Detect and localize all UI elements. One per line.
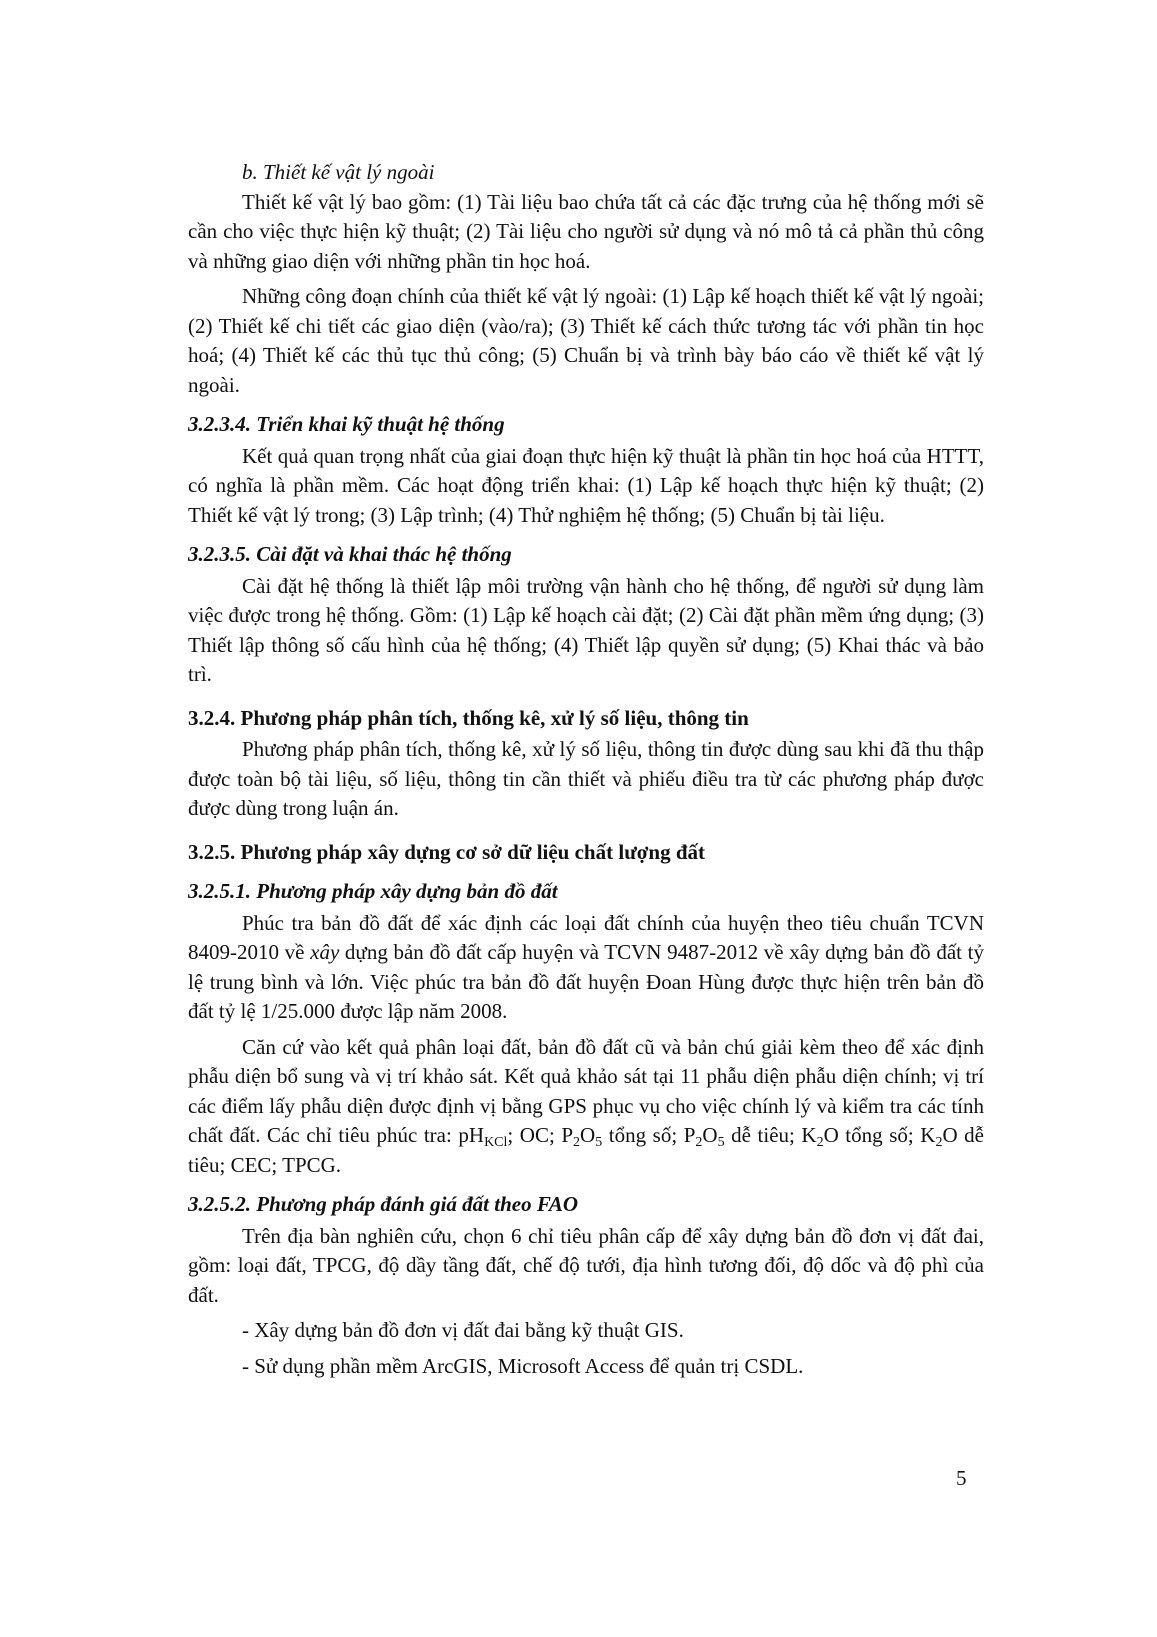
text-run: O bbox=[702, 1123, 718, 1147]
italic-text-run: xây bbox=[310, 940, 340, 964]
text-run: Phúc tra bản đồ đất để xác định các loại đất chính của huyện theo tiêu chuẩn TCVN 8409-2010 về bbox=[188, 910, 984, 964]
heading-3-2-5-1: 3.2.5.1. Phương pháp xây dựng bản đồ đất bbox=[188, 879, 558, 903]
paragraph: Kết quả quan trọng nhất của giai đoạn thực hiện kỹ thuật là phần tin học hoá của HTTT, có nghĩa là phần mềm. Các hoạt động triển khai: (1) Lập kế hoạch thực hiện kỹ thuật; (2) Thiết kế vật lý trong; (3) Lập trình; (4) Thử nghiệm hệ thống; (5) Chuẩn bị tài liệu. bbox=[188, 443, 984, 527]
text-run: dựng bản đồ đất cấp huyện và TCVN 9487-2012 về xây dựng bản đồ đất tỷ lệ trung bình và lớn. Việc phúc tra bản đồ đất huyện Đoan Hùng được thực hiện trên bản đồ đất tỷ lệ 1/25.000 được lập năm 2008. bbox=[188, 940, 984, 1023]
list-item: - Sử dụng phần mềm ArcGIS, Microsoft Access để quản trị CSDL. bbox=[242, 1353, 804, 1378]
paragraph bbox=[188, 909, 984, 1027]
subscript: 2 bbox=[573, 1135, 581, 1150]
paragraph bbox=[188, 1033, 984, 1181]
heading-3-2-3-4: 3.2.3.4. Triển khai kỹ thuật hệ thống bbox=[188, 412, 505, 436]
subscript: KCl bbox=[484, 1135, 508, 1150]
subsection-b-title: b. Thiết kế vật lý ngoài bbox=[242, 160, 435, 184]
heading-3-2-5: 3.2.5. Phương pháp xây dựng cơ sở dữ liệu chất lượng đất bbox=[188, 839, 706, 864]
heading-3-2-4: 3.2.4. Phương pháp phân tích, thống kê, xử lý số liệu, thông tin bbox=[188, 705, 749, 730]
subscript: 2 bbox=[935, 1135, 943, 1150]
paragraph: Cài đặt hệ thống là thiết lập môi trường vận hành cho hệ thống, để người sử dụng làm việc được trong hệ thống. Gồm: (1) Lập kế hoạch cài đặt; (2) Cài đặt phần mềm ứng dụng; (3) Thiết lập thông số cấu hình của hệ thống; (4) Thiết lập quyền sử dụng; (5) Khai thác và bảo trì. bbox=[188, 573, 984, 686]
text-run: dễ tiêu; K bbox=[724, 1123, 817, 1147]
heading-3-2-3-5: 3.2.3.5. Cài đặt và khai thác hệ thống bbox=[188, 542, 512, 566]
subscript: 2 bbox=[816, 1135, 824, 1150]
text-run: ; OC; P bbox=[507, 1123, 574, 1147]
page-content bbox=[188, 158, 984, 1387]
paragraph: Những công đoạn chính của thiết kế vật lý ngoài: (1) Lập kế hoạch thiết kế vật lý ngoài; (2) Thiết kế chi tiết các giao diện (vào/ra); (3) Thiết kế cách thức tương tác với phần tin học hoá; (4) Thiết kế các thủ tục thủ công; (5) Chuẩn bị và trình bày báo cáo về thiết kế vật lý ngoài. bbox=[188, 284, 984, 397]
text-run: O tổng số; K bbox=[823, 1123, 936, 1147]
paragraph: Thiết kế vật lý bao gồm: (1) Tài liệu bao chứa tất cả các đặc trưng của hệ thống mới sẽ cần cho việc thực hiện kỹ thuật; (2) Tài liệu cho người sử dụng và nó mô tả cả phần thủ công và những giao diện với những phần tin học hoá. bbox=[188, 189, 984, 273]
subscript: 5 bbox=[595, 1135, 603, 1150]
text-run: O dễ tiêu; CEC; TPCG. bbox=[188, 1123, 984, 1177]
text-run: O bbox=[580, 1123, 596, 1147]
text-run: tổng số; P bbox=[602, 1123, 696, 1147]
subscript: 5 bbox=[717, 1135, 725, 1150]
page-number: 5 bbox=[956, 1466, 967, 1490]
paragraph: Trên địa bàn nghiên cứu, chọn 6 chỉ tiêu phân cấp để xây dựng bản đồ đơn vị đất đai, gồm: loại đất, TPCG, độ dầy tầng đất, chế độ tưới, địa hình tương đối, độ dốc và độ phì của đất. bbox=[188, 1223, 984, 1307]
paragraph: Phương pháp phân tích, thống kê, xử lý số liệu, thông tin được dùng sau khi đã thu thập được toàn bộ tài liệu, số liệu, thông tin cần thiết và phiếu điều tra từ các phương pháp được được dùng trong luận án. bbox=[188, 737, 984, 820]
text-run: Căn cứ vào kết quả phân loại đất, bản đồ đất cũ và bản chú giải kèm theo để xác định phẫu diện bổ sung và vị trí khảo sát. Kết quả khảo sát tại 11 phẫu diện phẫu diện chính; vị trí các điểm lấy phẫu diện được định vị bằng GPS phục vụ cho việc chính lý và kiểm tra các tính chất đất. Các chỉ tiêu phúc tra: pH bbox=[188, 1034, 984, 1147]
list-item: - Xây dựng bản đồ đơn vị đất đai bằng kỹ thuật GIS. bbox=[242, 1318, 684, 1342]
heading-3-2-5-2: 3.2.5.2. Phương pháp đánh giá đất theo FAO bbox=[188, 1192, 579, 1216]
subscript: 2 bbox=[695, 1135, 703, 1150]
